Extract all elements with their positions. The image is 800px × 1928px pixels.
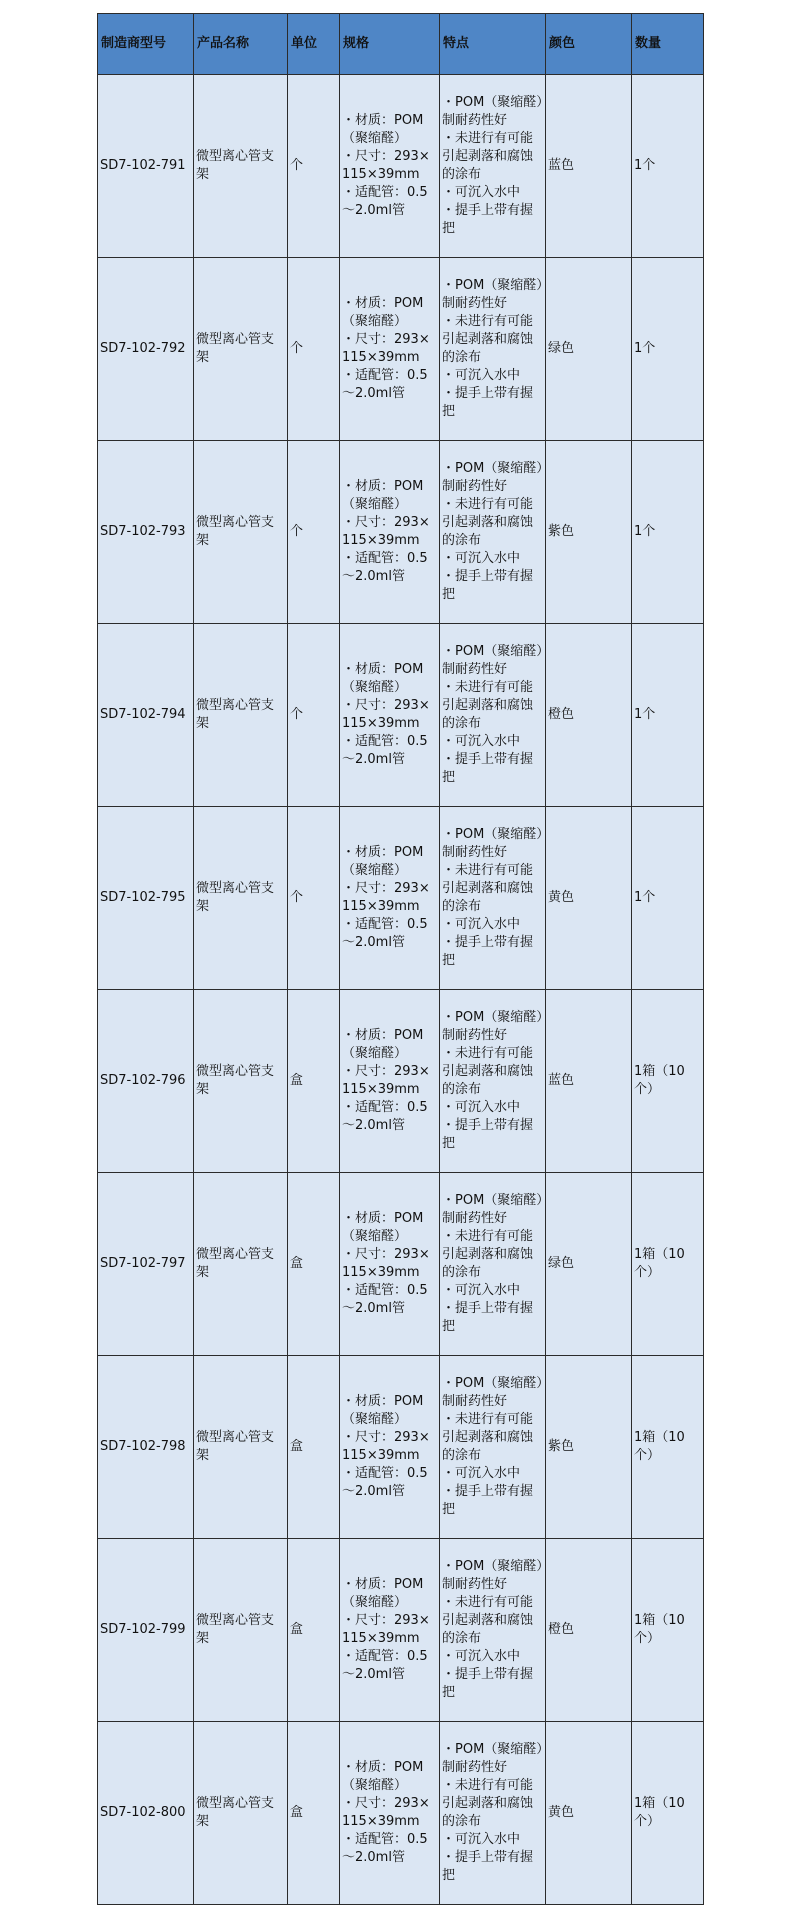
feature-line: ・POM（聚缩醛）制耐药性好 <box>442 1010 543 1043</box>
cell-unit: 盒 <box>288 1722 340 1905</box>
spec-line: ・适配管：0.5～2.0ml管 <box>342 1100 428 1133</box>
spec-line: ・材质：POM（聚缩醛） <box>342 1760 424 1793</box>
cell-spec <box>340 990 440 1173</box>
header-product-name: 产品名称 <box>194 14 288 75</box>
cell-quantity: 1箱（10个） <box>632 1173 704 1356</box>
cell-spec <box>340 624 440 807</box>
spec-line: ・材质：POM（聚缩醛） <box>342 113 424 146</box>
feature-line: ・提手上带有握把 <box>442 935 534 968</box>
spec-line: ・尺寸：293×115×39mm <box>342 332 430 365</box>
feature-line: ・提手上带有握把 <box>442 569 534 602</box>
table-row <box>98 807 704 990</box>
feature-line: ・POM（聚缩醛）制耐药性好 <box>442 1559 543 1592</box>
cell-spec <box>340 441 440 624</box>
cell-model: SD7-102-795 <box>98 807 194 990</box>
spec-line: ・适配管：0.5～2.0ml管 <box>342 185 428 218</box>
feature-line: ・POM（聚缩醛）制耐药性好 <box>442 461 543 494</box>
feature-line: ・未进行有可能引起剥落和腐蚀的涂布 <box>442 1412 534 1463</box>
cell-features <box>440 807 546 990</box>
feature-line: ・POM（聚缩醛）制耐药性好 <box>442 1742 543 1775</box>
feature-line: ・可沉入水中 <box>442 551 521 566</box>
feature-line: ・提手上带有握把 <box>442 1850 534 1883</box>
cell-features <box>440 1356 546 1539</box>
spec-line: ・尺寸：293×115×39mm <box>342 1430 430 1463</box>
spec-line: ・尺寸：293×115×39mm <box>342 515 430 548</box>
spec-line: ・适配管：0.5～2.0ml管 <box>342 917 428 950</box>
product-spec-table <box>97 13 704 1905</box>
cell-quantity: 1箱（10个） <box>632 1539 704 1722</box>
cell-quantity: 1个 <box>632 258 704 441</box>
cell-unit: 个 <box>288 441 340 624</box>
cell-features <box>440 1722 546 1905</box>
cell-model: SD7-102-793 <box>98 441 194 624</box>
cell-color: 橙色 <box>546 1539 632 1722</box>
table-row <box>98 990 704 1173</box>
spec-line: ・适配管：0.5～2.0ml管 <box>342 1283 428 1316</box>
table-row <box>98 1356 704 1539</box>
cell-model: SD7-102-796 <box>98 990 194 1173</box>
cell-spec <box>340 807 440 990</box>
feature-line: ・可沉入水中 <box>442 1649 521 1664</box>
spec-line: ・材质：POM（聚缩醛） <box>342 1211 424 1244</box>
spec-line: ・材质：POM（聚缩醛） <box>342 1028 424 1061</box>
cell-product-name: 微型离心管支架 <box>194 1539 288 1722</box>
cell-color: 紫色 <box>546 1356 632 1539</box>
feature-line: ・未进行有可能引起剥落和腐蚀的涂布 <box>442 1229 534 1280</box>
spec-line: ・尺寸：293×115×39mm <box>342 149 430 182</box>
table-row <box>98 1173 704 1356</box>
feature-line: ・可沉入水中 <box>442 1283 521 1298</box>
cell-product-name: 微型离心管支架 <box>194 75 288 258</box>
header-color: 颜色 <box>546 14 632 75</box>
spec-line: ・适配管：0.5～2.0ml管 <box>342 551 428 584</box>
cell-quantity: 1个 <box>632 624 704 807</box>
cell-quantity: 1个 <box>632 75 704 258</box>
cell-unit: 个 <box>288 258 340 441</box>
spec-line: ・适配管：0.5～2.0ml管 <box>342 734 428 767</box>
cell-color: 黄色 <box>546 1722 632 1905</box>
cell-features <box>440 258 546 441</box>
cell-model: SD7-102-792 <box>98 258 194 441</box>
feature-line: ・提手上带有握把 <box>442 386 534 419</box>
cell-model: SD7-102-797 <box>98 1173 194 1356</box>
cell-quantity: 1箱（10个） <box>632 990 704 1173</box>
cell-features <box>440 990 546 1173</box>
cell-model: SD7-102-799 <box>98 1539 194 1722</box>
table-row <box>98 75 704 258</box>
cell-quantity: 1个 <box>632 807 704 990</box>
cell-unit: 个 <box>288 624 340 807</box>
cell-unit: 个 <box>288 75 340 258</box>
cell-features <box>440 1173 546 1356</box>
feature-line: ・POM（聚缩醛）制耐药性好 <box>442 1193 543 1226</box>
cell-model: SD7-102-791 <box>98 75 194 258</box>
feature-line: ・可沉入水中 <box>442 1832 521 1847</box>
feature-line: ・可沉入水中 <box>442 1100 521 1115</box>
spec-line: ・材质：POM（聚缩醛） <box>342 845 424 878</box>
cell-color: 蓝色 <box>546 75 632 258</box>
cell-features <box>440 441 546 624</box>
feature-line: ・POM（聚缩醛）制耐药性好 <box>442 644 543 677</box>
feature-line: ・可沉入水中 <box>442 917 521 932</box>
header-model: 制造商型号 <box>98 14 194 75</box>
cell-color: 橙色 <box>546 624 632 807</box>
spec-line: ・适配管：0.5～2.0ml管 <box>342 1466 428 1499</box>
cell-color: 绿色 <box>546 258 632 441</box>
spec-line: ・材质：POM（聚缩醛） <box>342 479 424 512</box>
feature-line: ・POM（聚缩醛）制耐药性好 <box>442 95 543 128</box>
cell-spec <box>340 258 440 441</box>
table-header-row <box>98 14 704 75</box>
cell-product-name: 微型离心管支架 <box>194 1173 288 1356</box>
cell-features <box>440 1539 546 1722</box>
feature-line: ・未进行有可能引起剥落和腐蚀的涂布 <box>442 1778 534 1829</box>
spec-line: ・适配管：0.5～2.0ml管 <box>342 1832 428 1865</box>
feature-line: ・未进行有可能引起剥落和腐蚀的涂布 <box>442 314 534 365</box>
table-row <box>98 1722 704 1905</box>
cell-product-name: 微型离心管支架 <box>194 258 288 441</box>
feature-line: ・POM（聚缩醛）制耐药性好 <box>442 1376 543 1409</box>
table-row <box>98 258 704 441</box>
feature-line: ・提手上带有握把 <box>442 752 534 785</box>
cell-spec <box>340 1356 440 1539</box>
cell-color: 蓝色 <box>546 990 632 1173</box>
feature-line: ・未进行有可能引起剥落和腐蚀的涂布 <box>442 863 534 914</box>
table-row <box>98 1539 704 1722</box>
cell-model: SD7-102-798 <box>98 1356 194 1539</box>
spec-line: ・适配管：0.5～2.0ml管 <box>342 1649 428 1682</box>
cell-product-name: 微型离心管支架 <box>194 624 288 807</box>
cell-features <box>440 624 546 807</box>
feature-line: ・未进行有可能引起剥落和腐蚀的涂布 <box>442 1595 534 1646</box>
spec-line: ・适配管：0.5～2.0ml管 <box>342 368 428 401</box>
spec-line: ・尺寸：293×115×39mm <box>342 1064 430 1097</box>
cell-unit: 个 <box>288 807 340 990</box>
table-row <box>98 624 704 807</box>
spec-line: ・材质：POM（聚缩醛） <box>342 296 424 329</box>
spec-line: ・材质：POM（聚缩醛） <box>342 662 424 695</box>
cell-product-name: 微型离心管支架 <box>194 441 288 624</box>
feature-line: ・可沉入水中 <box>442 1466 521 1481</box>
cell-model: SD7-102-800 <box>98 1722 194 1905</box>
spec-line: ・材质：POM（聚缩醛） <box>342 1577 424 1610</box>
table-row <box>98 441 704 624</box>
feature-line: ・提手上带有握把 <box>442 1118 534 1151</box>
table-body <box>98 75 704 1905</box>
feature-line: ・提手上带有握把 <box>442 203 534 236</box>
feature-line: ・可沉入水中 <box>442 368 521 383</box>
feature-line: ・未进行有可能引起剥落和腐蚀的涂布 <box>442 497 534 548</box>
cell-spec <box>340 75 440 258</box>
cell-unit: 盒 <box>288 990 340 1173</box>
spec-line: ・材质：POM（聚缩醛） <box>342 1394 424 1427</box>
spec-line: ・尺寸：293×115×39mm <box>342 881 430 914</box>
cell-color: 紫色 <box>546 441 632 624</box>
cell-color: 绿色 <box>546 1173 632 1356</box>
cell-unit: 盒 <box>288 1173 340 1356</box>
feature-line: ・POM（聚缩醛）制耐药性好 <box>442 278 543 311</box>
cell-spec <box>340 1722 440 1905</box>
feature-line: ・POM（聚缩醛）制耐药性好 <box>442 827 543 860</box>
cell-product-name: 微型离心管支架 <box>194 1722 288 1905</box>
cell-unit: 盒 <box>288 1539 340 1722</box>
spec-line: ・尺寸：293×115×39mm <box>342 1796 430 1829</box>
cell-quantity: 1个 <box>632 441 704 624</box>
cell-spec <box>340 1539 440 1722</box>
cell-features <box>440 75 546 258</box>
feature-line: ・提手上带有握把 <box>442 1484 534 1517</box>
cell-quantity: 1箱（10个） <box>632 1356 704 1539</box>
feature-line: ・未进行有可能引起剥落和腐蚀的涂布 <box>442 1046 534 1097</box>
spec-line: ・尺寸：293×115×39mm <box>342 1613 430 1646</box>
cell-product-name: 微型离心管支架 <box>194 990 288 1173</box>
feature-line: ・可沉入水中 <box>442 734 521 749</box>
cell-color: 黄色 <box>546 807 632 990</box>
feature-line: ・提手上带有握把 <box>442 1301 534 1334</box>
cell-quantity: 1箱（10个） <box>632 1722 704 1905</box>
cell-product-name: 微型离心管支架 <box>194 1356 288 1539</box>
spec-line: ・尺寸：293×115×39mm <box>342 698 430 731</box>
header-unit: 单位 <box>288 14 340 75</box>
feature-line: ・未进行有可能引起剥落和腐蚀的涂布 <box>442 680 534 731</box>
cell-product-name: 微型离心管支架 <box>194 807 288 990</box>
feature-line: ・提手上带有握把 <box>442 1667 534 1700</box>
feature-line: ・可沉入水中 <box>442 185 521 200</box>
cell-model: SD7-102-794 <box>98 624 194 807</box>
cell-unit: 盒 <box>288 1356 340 1539</box>
header-spec: 规格 <box>340 14 440 75</box>
header-features: 特点 <box>440 14 546 75</box>
spec-line: ・尺寸：293×115×39mm <box>342 1247 430 1280</box>
cell-spec <box>340 1173 440 1356</box>
header-quantity: 数量 <box>632 14 704 75</box>
feature-line: ・未进行有可能引起剥落和腐蚀的涂布 <box>442 131 534 182</box>
